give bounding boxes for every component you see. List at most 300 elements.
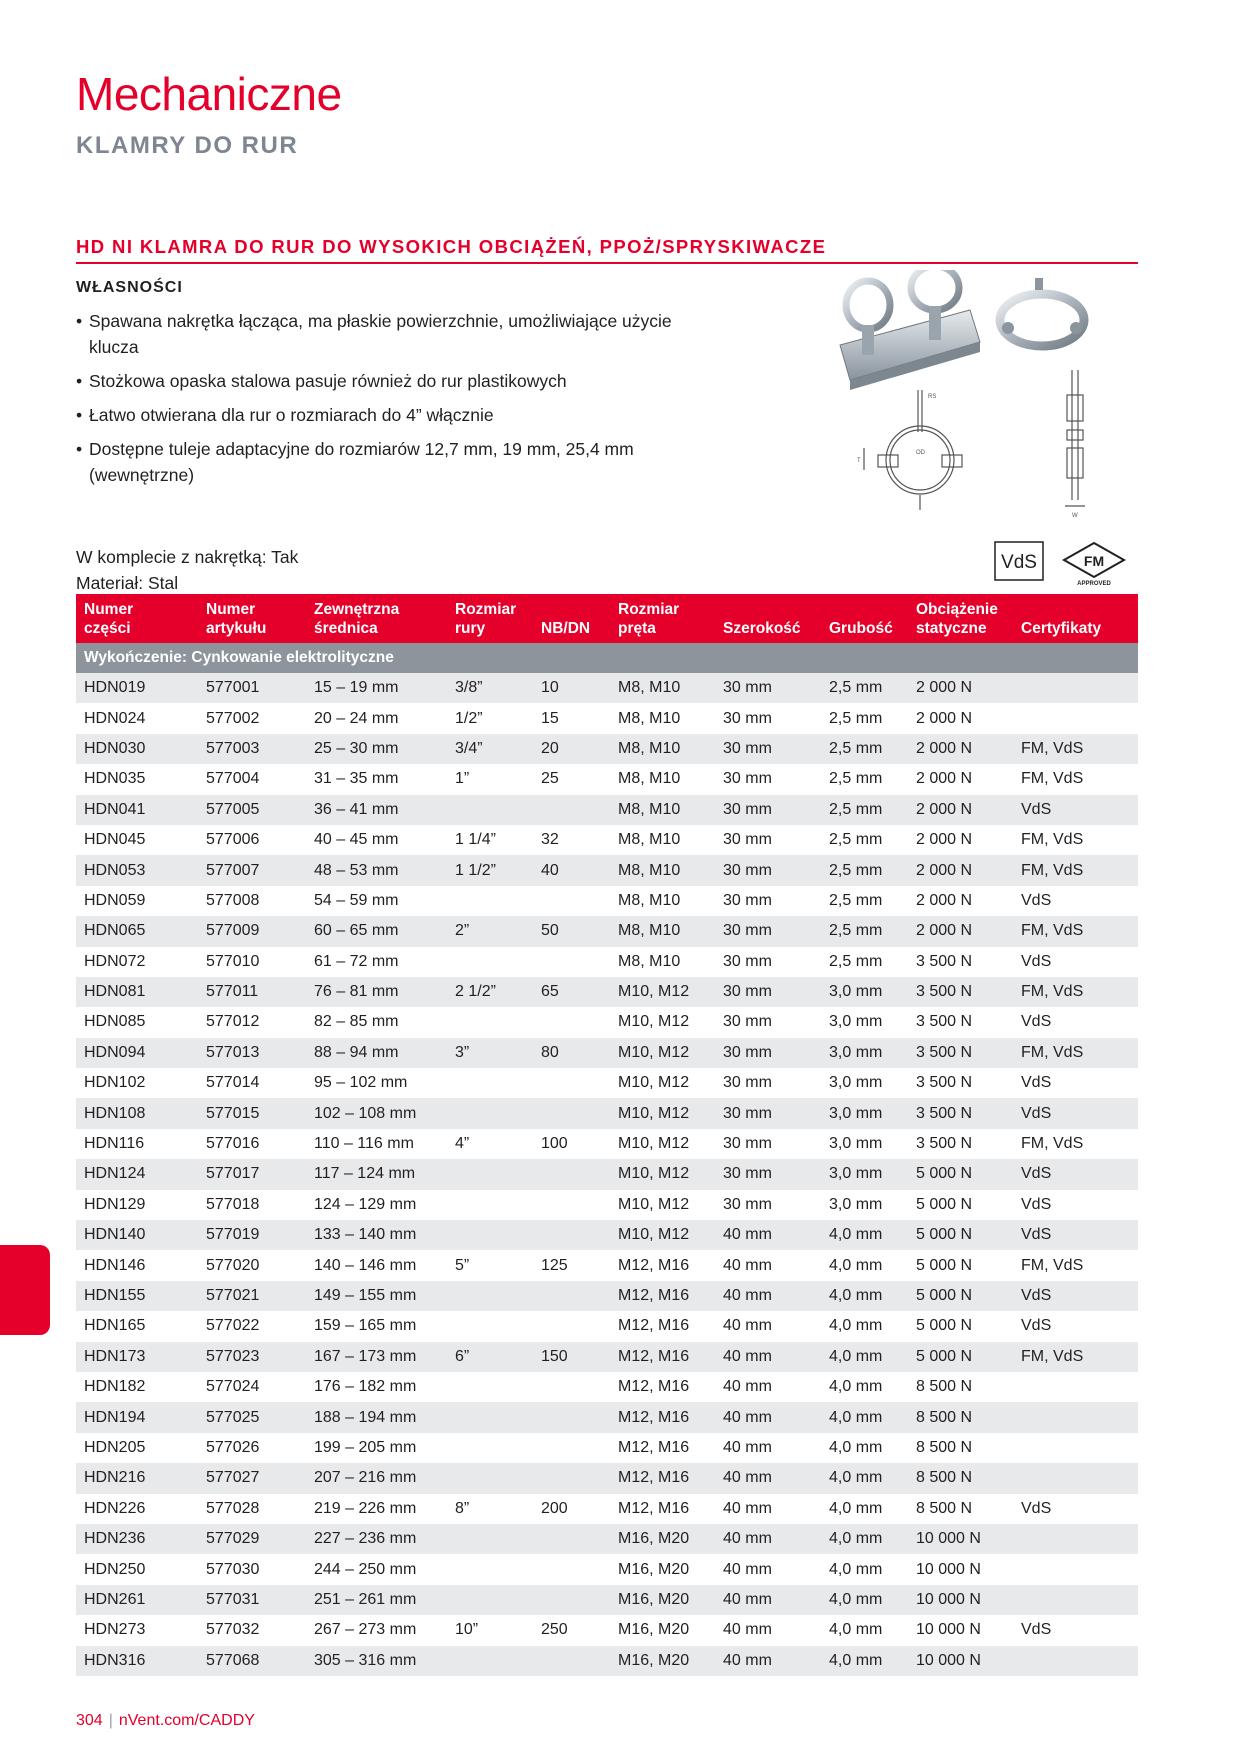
table-cell: 36 – 41 mm: [306, 795, 447, 825]
table-cell: 30 mm: [715, 1190, 821, 1220]
table-cell: 10 000 N: [908, 1615, 1013, 1645]
table-cell: 4,0 mm: [821, 1311, 908, 1341]
diagram-label: OD: [916, 450, 925, 456]
table-cell: 577001: [198, 673, 306, 703]
table-cell: 40 mm: [715, 1402, 821, 1432]
table-cell: M8, M10: [610, 764, 715, 794]
table-cell: HDN250: [76, 1554, 198, 1584]
table-cell: 267 – 273 mm: [306, 1615, 447, 1645]
table-cell: HDN140: [76, 1220, 198, 1250]
table-cell: 2,5 mm: [821, 734, 908, 764]
table-cell: [447, 1311, 533, 1341]
table-cell: 125: [533, 1250, 610, 1280]
material: Materiał: Stal: [76, 573, 179, 593]
table-cell: M8, M10: [610, 947, 715, 977]
table-cell: [533, 1159, 610, 1189]
table-cell: 61 – 72 mm: [306, 947, 447, 977]
table-cell: 30 mm: [715, 734, 821, 764]
table-cell: 3”: [447, 1038, 533, 1068]
table-cell: 4,0 mm: [821, 1585, 908, 1615]
table-cell: 30 mm: [715, 1098, 821, 1128]
table-cell: M8, M10: [610, 673, 715, 703]
table-cell: 577018: [198, 1190, 306, 1220]
table-cell: [1013, 673, 1138, 703]
table-cell: HDN316: [76, 1646, 198, 1676]
table-cell: M16, M20: [610, 1524, 715, 1554]
table-cell: [447, 1190, 533, 1220]
table-cell: HDN182: [76, 1372, 198, 1402]
table-cell: 1”: [447, 764, 533, 794]
table-cell: HDN146: [76, 1250, 198, 1280]
table-cell: 30 mm: [715, 1038, 821, 1068]
table-cell: 244 – 250 mm: [306, 1554, 447, 1584]
column-header: Rozmiar pręta: [610, 594, 715, 643]
vds-logo: [995, 542, 1043, 580]
table-row: [76, 1281, 1138, 1311]
table-cell: [447, 1007, 533, 1037]
table-cell: M8, M10: [610, 855, 715, 885]
page-footer: [76, 1712, 255, 1730]
table-cell: 30 mm: [715, 1007, 821, 1037]
table-cell: M10, M12: [610, 1007, 715, 1037]
table-cell: 1 1/4”: [447, 825, 533, 855]
table-cell: 40 mm: [715, 1646, 821, 1676]
table-cell: M10, M12: [610, 1038, 715, 1068]
table-cell: 577016: [198, 1129, 306, 1159]
table-cell: [447, 1159, 533, 1189]
finish-label: Wykończenie: Cynkowanie elektrolityczne: [76, 643, 1138, 673]
table-row: [76, 1342, 1138, 1372]
table-cell: FM, VdS: [1013, 916, 1138, 946]
section-title: HD NI KLAMRA DO RUR DO WYSOKICH OBCIĄŻEŃ, PPOŻ/SPRYSKIWACZE: [76, 236, 827, 257]
table-cell: M12, M16: [610, 1433, 715, 1463]
table-cell: VdS: [1013, 1068, 1138, 1098]
table-cell: VdS: [1013, 1615, 1138, 1645]
table-cell: VdS: [1013, 886, 1138, 916]
table-cell: 3,0 mm: [821, 1159, 908, 1189]
table-cell: [447, 947, 533, 977]
table-cell: 176 – 182 mm: [306, 1372, 447, 1402]
table-cell: HDN053: [76, 855, 198, 885]
column-header: Obciążenie statyczne: [908, 594, 1013, 643]
table-row: [76, 1007, 1138, 1037]
table-cell: M12, M16: [610, 1250, 715, 1280]
table-cell: 5 000 N: [908, 1342, 1013, 1372]
page-subtitle: KLAMRY DO RUR: [76, 132, 299, 159]
table-cell: 40 mm: [715, 1433, 821, 1463]
bullet-icon: •: [76, 371, 83, 391]
table-cell: M12, M16: [610, 1281, 715, 1311]
table-cell: [447, 1463, 533, 1493]
table-cell: 577003: [198, 734, 306, 764]
table-cell: [533, 795, 610, 825]
table-cell: 30 mm: [715, 1159, 821, 1189]
table-cell: 3,0 mm: [821, 1038, 908, 1068]
table-cell: [447, 1068, 533, 1098]
table-cell: 40 mm: [715, 1463, 821, 1493]
table-cell: 31 – 35 mm: [306, 764, 447, 794]
table-cell: 88 – 94 mm: [306, 1038, 447, 1068]
table-cell: 30 mm: [715, 673, 821, 703]
table-cell: 40 mm: [715, 1281, 821, 1311]
table-cell: HDN085: [76, 1007, 198, 1037]
table-cell: 188 – 194 mm: [306, 1402, 447, 1432]
table-cell: FM, VdS: [1013, 825, 1138, 855]
table-cell: HDN236: [76, 1524, 198, 1554]
table-cell: [533, 1646, 610, 1676]
table-cell: 2,5 mm: [821, 855, 908, 885]
table-cell: [447, 1372, 533, 1402]
table-cell: 2,5 mm: [821, 947, 908, 977]
table-cell: M12, M16: [610, 1311, 715, 1341]
table-cell: 30 mm: [715, 886, 821, 916]
table-cell: 102 – 108 mm: [306, 1098, 447, 1128]
table-cell: M10, M12: [610, 977, 715, 1007]
table-cell: FM, VdS: [1013, 1129, 1138, 1159]
table-row: [76, 947, 1138, 977]
table-cell: 2 000 N: [908, 825, 1013, 855]
table-cell: 199 – 205 mm: [306, 1433, 447, 1463]
table-cell: 159 – 165 mm: [306, 1311, 447, 1341]
table-cell: 4,0 mm: [821, 1250, 908, 1280]
table-row: [76, 1159, 1138, 1189]
svg-text:FM: FM: [1083, 553, 1105, 569]
table-cell: 577021: [198, 1281, 306, 1311]
table-cell: 5 000 N: [908, 1220, 1013, 1250]
table-cell: 2 000 N: [908, 916, 1013, 946]
table-cell: 20 – 24 mm: [306, 703, 447, 733]
table-cell: HDN041: [76, 795, 198, 825]
table-cell: 2,5 mm: [821, 703, 908, 733]
table-cell: HDN155: [76, 1281, 198, 1311]
table-cell: [533, 1433, 610, 1463]
table-row: [76, 916, 1138, 946]
table-row: [76, 1615, 1138, 1645]
feature-list: [76, 308, 676, 496]
table-cell: M12, M16: [610, 1342, 715, 1372]
table-cell: 30 mm: [715, 855, 821, 885]
table-cell: M10, M12: [610, 1159, 715, 1189]
table-cell: 3/4”: [447, 734, 533, 764]
page-title: Mechaniczne: [76, 68, 342, 120]
table-cell: VdS: [1013, 1281, 1138, 1311]
table-cell: 577005: [198, 795, 306, 825]
table-cell: M10, M12: [610, 1098, 715, 1128]
product-images: [820, 270, 1120, 532]
table-row: [76, 1524, 1138, 1554]
table-row: [76, 795, 1138, 825]
table-cell: 251 – 261 mm: [306, 1585, 447, 1615]
table-cell: HDN094: [76, 1038, 198, 1068]
table-cell: M12, M16: [610, 1402, 715, 1432]
table-cell: 200: [533, 1494, 610, 1524]
section-divider: [76, 262, 1138, 264]
table-cell: 4,0 mm: [821, 1220, 908, 1250]
table-cell: HDN035: [76, 764, 198, 794]
table-cell: 40 mm: [715, 1494, 821, 1524]
table-cell: 10 000 N: [908, 1524, 1013, 1554]
table-cell: 577029: [198, 1524, 306, 1554]
table-cell: [1013, 1463, 1138, 1493]
table-cell: 577023: [198, 1342, 306, 1372]
table-cell: 149 – 155 mm: [306, 1281, 447, 1311]
table-cell: 577032: [198, 1615, 306, 1645]
product-meta: [76, 544, 298, 596]
table-cell: 8 500 N: [908, 1433, 1013, 1463]
table-cell: 10 000 N: [908, 1646, 1013, 1676]
table-cell: 3,0 mm: [821, 1190, 908, 1220]
table-cell: 577020: [198, 1250, 306, 1280]
table-cell: 25: [533, 764, 610, 794]
table-cell: 124 – 129 mm: [306, 1190, 447, 1220]
table-cell: 40 mm: [715, 1220, 821, 1250]
footer-link[interactable]: nVent.com/CADDY: [118, 1712, 255, 1729]
table-cell: VdS: [1013, 1007, 1138, 1037]
table-cell: [533, 1311, 610, 1341]
table-cell: [533, 1402, 610, 1432]
table-cell: [533, 1007, 610, 1037]
table-cell: 577012: [198, 1007, 306, 1037]
table-cell: 60 – 65 mm: [306, 916, 447, 946]
table-cell: 2 000 N: [908, 886, 1013, 916]
table-cell: HDN129: [76, 1190, 198, 1220]
table-cell: 50: [533, 916, 610, 946]
table-row: [76, 1646, 1138, 1676]
bullet-icon: •: [76, 405, 83, 425]
table-cell: 8 500 N: [908, 1402, 1013, 1432]
table-cell: 577024: [198, 1372, 306, 1402]
table-cell: [533, 947, 610, 977]
table-cell: HDN102: [76, 1068, 198, 1098]
bullet-icon: •: [76, 311, 83, 331]
table-cell: M8, M10: [610, 886, 715, 916]
table-cell: [447, 886, 533, 916]
table-cell: [533, 1220, 610, 1250]
table-cell: [447, 1098, 533, 1128]
table-row: [76, 1554, 1138, 1584]
table-cell: 3,0 mm: [821, 1068, 908, 1098]
table-cell: 3 500 N: [908, 1098, 1013, 1128]
table-cell: 1/2”: [447, 703, 533, 733]
table-cell: 95 – 102 mm: [306, 1068, 447, 1098]
table-cell: [1013, 703, 1138, 733]
table-cell: 5”: [447, 1250, 533, 1280]
table-cell: M16, M20: [610, 1585, 715, 1615]
table-cell: 4,0 mm: [821, 1433, 908, 1463]
table-cell: 4,0 mm: [821, 1646, 908, 1676]
table-cell: HDN065: [76, 916, 198, 946]
table-row: [76, 1585, 1138, 1615]
table-cell: 8 500 N: [908, 1494, 1013, 1524]
table-cell: 10 000 N: [908, 1585, 1013, 1615]
table-cell: 3 500 N: [908, 1068, 1013, 1098]
table-cell: 5 000 N: [908, 1250, 1013, 1280]
table-cell: 4,0 mm: [821, 1281, 908, 1311]
product-table: [76, 594, 1138, 1676]
table-cell: 65: [533, 977, 610, 1007]
table-cell: 4”: [447, 1129, 533, 1159]
table-cell: 577007: [198, 855, 306, 885]
table-cell: [447, 1554, 533, 1584]
table-cell: [533, 1524, 610, 1554]
table-cell: 8 500 N: [908, 1372, 1013, 1402]
table-cell: HDN173: [76, 1342, 198, 1372]
table-cell: 4,0 mm: [821, 1342, 908, 1372]
table-cell: M12, M16: [610, 1463, 715, 1493]
table-cell: [533, 1068, 610, 1098]
table-cell: 110 – 116 mm: [306, 1129, 447, 1159]
svg-text:VdS: VdS: [1001, 552, 1037, 573]
table-cell: 4,0 mm: [821, 1463, 908, 1493]
table-row: [76, 825, 1138, 855]
table-cell: 8 500 N: [908, 1463, 1013, 1493]
table-cell: HDN116: [76, 1129, 198, 1159]
table-cell: 5 000 N: [908, 1281, 1013, 1311]
table-cell: 4,0 mm: [821, 1615, 908, 1645]
table-cell: 5 000 N: [908, 1190, 1013, 1220]
table-cell: 2 000 N: [908, 764, 1013, 794]
table-cell: 30 mm: [715, 1068, 821, 1098]
clamp-front-diagram: [864, 390, 962, 510]
table-cell: 2,5 mm: [821, 916, 908, 946]
section-tab-marker: [0, 1245, 50, 1335]
diagram-label: RS: [928, 394, 937, 400]
feature-item: • Stożkowa opaska stalowa pasuje również do rur plastikowych: [76, 368, 676, 394]
table-cell: M10, M12: [610, 1068, 715, 1098]
table-cell: 577030: [198, 1554, 306, 1584]
finish-row: [76, 643, 1138, 673]
table-row: [76, 886, 1138, 916]
table-cell: M10, M12: [610, 1190, 715, 1220]
table-cell: 10”: [447, 1615, 533, 1645]
table-cell: VdS: [1013, 1098, 1138, 1128]
table-cell: 3/8”: [447, 673, 533, 703]
table-cell: HDN081: [76, 977, 198, 1007]
table-row: [76, 977, 1138, 1007]
table-cell: 82 – 85 mm: [306, 1007, 447, 1037]
table-cell: 167 – 173 mm: [306, 1342, 447, 1372]
table-cell: HDN072: [76, 947, 198, 977]
table-cell: 30 mm: [715, 947, 821, 977]
table-cell: 2 000 N: [908, 855, 1013, 885]
table-cell: 2,5 mm: [821, 825, 908, 855]
column-header: Rozmiar rury: [447, 594, 533, 643]
table-row: [76, 1402, 1138, 1432]
certification-logos: [994, 541, 1134, 590]
table-cell: 40 mm: [715, 1250, 821, 1280]
column-header: Zewnętrzna średnica: [306, 594, 447, 643]
table-header-row: [76, 594, 1138, 643]
table-cell: 2,5 mm: [821, 795, 908, 825]
table-cell: 30 mm: [715, 795, 821, 825]
table-cell: M8, M10: [610, 795, 715, 825]
table-cell: 30 mm: [715, 764, 821, 794]
table-cell: M16, M20: [610, 1554, 715, 1584]
table-cell: 577010: [198, 947, 306, 977]
table-cell: HDN205: [76, 1433, 198, 1463]
table-cell: 577017: [198, 1159, 306, 1189]
table-cell: 8”: [447, 1494, 533, 1524]
table-cell: 10: [533, 673, 610, 703]
table-cell: 577006: [198, 825, 306, 855]
table-cell: FM, VdS: [1013, 1038, 1138, 1068]
table-cell: [447, 1585, 533, 1615]
column-header: Numer części: [76, 594, 198, 643]
table-cell: [533, 1190, 610, 1220]
table-cell: M10, M12: [610, 1129, 715, 1159]
table-cell: 133 – 140 mm: [306, 1220, 447, 1250]
table-cell: HDN194: [76, 1402, 198, 1432]
feature-item: • Łatwo otwierana dla rur o rozmiarach do 4” włącznie: [76, 402, 676, 428]
table-cell: FM, VdS: [1013, 1342, 1138, 1372]
table-cell: 577009: [198, 916, 306, 946]
column-header: Grubość: [821, 594, 908, 643]
table-cell: 40: [533, 855, 610, 885]
table-cell: [533, 1372, 610, 1402]
table-cell: 40 mm: [715, 1615, 821, 1645]
column-header: Szerokość: [715, 594, 821, 643]
table-cell: M8, M10: [610, 703, 715, 733]
table-cell: HDN226: [76, 1494, 198, 1524]
table-cell: 2,5 mm: [821, 886, 908, 916]
table-cell: HDN030: [76, 734, 198, 764]
footer-separator: |: [108, 1712, 113, 1729]
feature-item: • Spawana nakrętka łącząca, ma płaskie powierzchnie, umożliwiające użycie klucza: [76, 308, 676, 360]
diagram-label: T: [857, 458, 861, 464]
table-cell: 30 mm: [715, 916, 821, 946]
table-cell: 577028: [198, 1494, 306, 1524]
table-cell: [533, 1554, 610, 1584]
table-cell: 54 – 59 mm: [306, 886, 447, 916]
svg-text:APPROVED: APPROVED: [1077, 581, 1111, 585]
table-cell: FM, VdS: [1013, 734, 1138, 764]
table-cell: HDN124: [76, 1159, 198, 1189]
table-cell: [447, 795, 533, 825]
table-cell: [447, 1402, 533, 1432]
table-cell: [1013, 1372, 1138, 1402]
table-cell: M10, M12: [610, 1220, 715, 1250]
table-row: [76, 1250, 1138, 1280]
table-cell: HDN165: [76, 1311, 198, 1341]
table-cell: FM, VdS: [1013, 977, 1138, 1007]
table-cell: 3 500 N: [908, 947, 1013, 977]
column-header: Numer artykułu: [198, 594, 306, 643]
table-cell: HDN045: [76, 825, 198, 855]
table-cell: [1013, 1554, 1138, 1584]
table-cell: 1 1/2”: [447, 855, 533, 885]
table-cell: M8, M10: [610, 916, 715, 946]
table-row: [76, 1190, 1138, 1220]
table-cell: [1013, 1402, 1138, 1432]
table-cell: 30 mm: [715, 703, 821, 733]
table-cell: 3,0 mm: [821, 1129, 908, 1159]
table-row: [76, 1494, 1138, 1524]
feature-item: • Dostępne tuleje adaptacyjne do rozmiarów 12,7 mm, 19 mm, 25,4 mm (wewnętrzne): [76, 436, 676, 488]
table-cell: 4,0 mm: [821, 1554, 908, 1584]
table-cell: M12, M16: [610, 1494, 715, 1524]
table-cell: FM, VdS: [1013, 855, 1138, 885]
table-cell: 30 mm: [715, 825, 821, 855]
table-cell: FM, VdS: [1013, 1250, 1138, 1280]
properties-heading: WŁASNOŚCI: [76, 279, 183, 296]
diagram-label: W: [1072, 513, 1078, 519]
table-cell: FM, VdS: [1013, 764, 1138, 794]
bullet-icon: •: [76, 439, 83, 459]
table-row: [76, 855, 1138, 885]
table-cell: [533, 1281, 610, 1311]
table-cell: [447, 1220, 533, 1250]
table-cell: 80: [533, 1038, 610, 1068]
